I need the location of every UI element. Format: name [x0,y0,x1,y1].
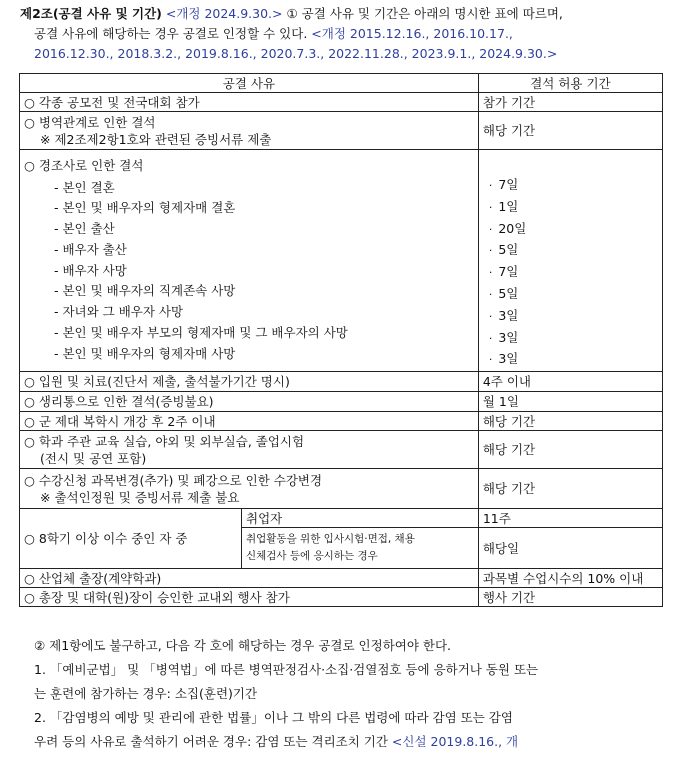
sub-reason-line-1: 취업활동을 위한 입사시험·면접, 채용 [246,533,415,546]
reason-cell: ○ 입원 및 치료(진단서 제출, 출석불가기간 명시) [20,372,479,392]
reason-note: ※ 출석인정원 및 증빙서류 제출 불요 [40,489,240,505]
item-2-amend: <신설 2019.8.16., 개 [391,734,519,749]
reason-cell: ○ 생리통으로 인한 결석(증빙불요) [20,392,479,412]
list-item [489,262,658,284]
list-item [489,240,658,262]
intro-text-1: ① 공결 사유 및 기간은 아래의 명시한 표에 따르며, [286,6,563,21]
bullet: · [488,244,493,258]
list-item [489,175,658,197]
days-value: 7일 [498,177,519,192]
intro-text-2: 공결 사유에 해당하는 경우 공결로 인정할 수 있다. [34,26,308,41]
paragraph-2: ② 제1항에도 불구하고, 다음 각 호에 해당하는 경우 공결로 인정하여야 한다. [34,638,452,653]
period-cell: 과목별 수업시수의 10% 이내 [478,569,662,588]
list-item [489,328,658,350]
list-item [489,284,658,306]
table-row [20,431,663,469]
period-cell: 행사 기간 [478,588,662,607]
bullet: · [488,353,493,367]
table-row [20,569,663,588]
header-period: 결석 허용 기간 [478,74,662,93]
table-row [20,93,663,112]
sub-reason-cell [242,528,479,569]
article-paragraphs [34,634,664,754]
list-item: - 배우자 사망 [54,262,127,278]
reason-cell [20,431,479,469]
period-cell: 해당일 [478,528,662,569]
list-item: - 배우자 출산 [54,241,127,257]
reason-note: ※ 제2조제2항1호와 관련된 증빙서류 제출 [40,131,272,147]
sub-reason-line-2: 신체검사 등에 응시하는 경우 [246,550,378,563]
item-2-line-1: 2. 「감염병의 예방 및 관리에 관한 법률」이나 그 밖의 다른 법령에 따라 감염 또는 감염 [34,710,513,725]
reason-text: ○ 학과 주관 교육 실습, 야외 및 외부실습, 졸업시험 [24,433,305,449]
reason-cell [20,150,479,372]
list-item [489,219,658,241]
days-value: 3일 [498,351,519,367]
period-cell: 참가 기간 [478,93,662,112]
reason-cell [20,469,479,509]
list-item: - 본인 및 배우자의 형제자매 사망 [54,345,236,361]
amend-history-1: <개정 2015.12.16., 2016.10.17., [311,26,513,41]
period-cell: 해당 기간 [478,431,662,469]
table-row [20,112,663,150]
bullet: · [488,309,493,323]
bullet: · [488,287,493,301]
condolence-list [24,178,474,365]
table-row [20,392,663,412]
list-item: - 자녀와 그 배우자 사망 [54,304,184,320]
absence-table [19,73,663,607]
reason-cell: ○ 총장 및 대학(원)장이 승인한 교내외 행사 참가 [20,588,479,607]
reason-cell: ○ 군 제대 복학시 개강 후 2주 이내 [20,412,479,431]
list-item: - 본인 및 배우자의 형제자매 결혼 [54,200,236,216]
bullet: · [488,331,493,345]
days-value: 7일 [498,264,519,280]
period-cell: 11주 [478,509,662,528]
bullet: · [488,200,493,214]
table-row [20,469,663,509]
reason-text-2: (전시 및 공연 포함) [40,450,147,466]
list-item: - 본인 결혼 [54,179,115,195]
list-item [489,306,658,328]
table-header [20,74,663,93]
table-row [20,412,663,431]
list-item [489,349,658,371]
article-title: 제2조(공결 사유 및 기간) [20,6,162,21]
intro-line-2 [20,24,670,44]
reason-cell: ○ 8학기 이상 이수 중인 자 중 [20,509,242,569]
bullet: · [488,222,493,236]
days-value: 3일 [498,307,519,323]
period-cell: 해당 기간 [478,112,662,150]
condolence-title: ○ 경조사로 인한 결석 [24,157,144,173]
reason-cell: ○ 산업체 출장(계약학과) [20,569,479,588]
table-row-semester8 [20,509,663,528]
item-1-line-2: 는 훈련에 참가하는 경우: 소집(훈련)기간 [34,686,258,701]
table-row [20,588,663,607]
period-cell: 4주 이내 [478,372,662,392]
list-item: - 본인 출산 [54,221,115,237]
list-item: - 본인 및 배우자 부모의 형제자매 및 그 배우자의 사망 [54,325,348,341]
amend-note: <개정 2024.9.30.> [165,6,283,21]
days-value: 3일 [498,329,519,345]
intro-line-1 [20,4,670,24]
days-value: 20일 [498,220,527,236]
table-row-condolence [20,150,663,372]
list-item [489,197,658,219]
period-cell: 해당 기간 [478,412,662,431]
item-1-line-1: 1. 「예비군법」 및 「병역법」에 따른 병역판정검사·소집·검열점호 등에 응하거나 동원 또는 [34,662,539,677]
days-value: 1일 [498,198,519,214]
list-item: - 본인 및 배우자의 직계존속 사망 [54,283,236,299]
article-intro [20,4,670,64]
period-cell: 해당 기간 [478,469,662,509]
days-value: 5일 [498,242,519,258]
item-2-text: 우려 등의 사유로 출석하기 어려운 경우: 감염 또는 격리조치 기간 [34,734,388,749]
table-row [20,372,663,392]
bullet: · [488,266,493,280]
header-reason: 공결 사유 [20,74,479,93]
amend-history-2: 2016.12.30., 2018.3.2., 2019.8.16., 2020.7.3., 2022.11.28., 2023.9.1., 2024.9.30.> [34,46,558,61]
days-value: 5일 [498,285,519,301]
reason-text: ○ 병역관계로 인한 결석 [24,114,156,130]
period-cell [478,150,662,372]
reason-cell: ○ 각종 공모전 및 전국대회 참가 [20,93,479,112]
item-2-line-2 [34,730,664,754]
reason-cell [20,112,479,150]
period-cell: 월 1일 [478,392,662,412]
sub-reason-cell: 취업자 [242,509,479,528]
bullet: · [488,179,493,192]
reason-text: ○ 수강신청 과목변경(추가) 및 폐강으로 인한 수강변경 [24,472,323,488]
